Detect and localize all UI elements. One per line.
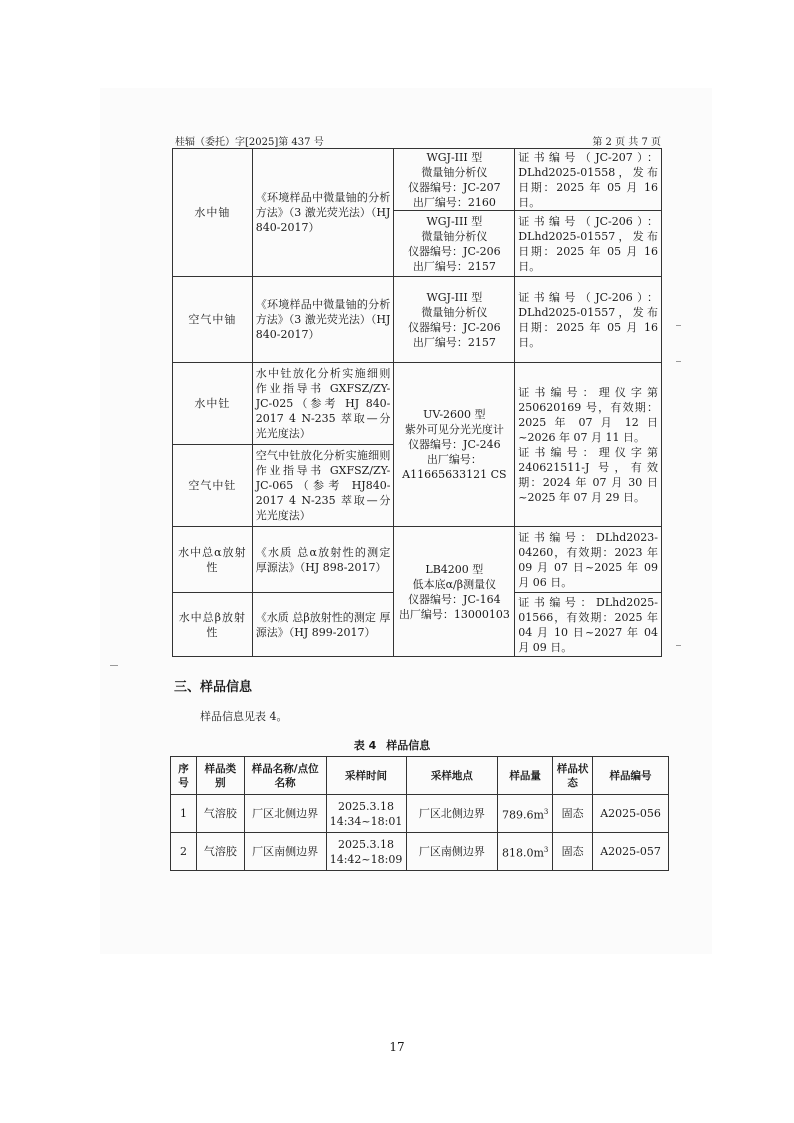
page-number: 17 (389, 1040, 405, 1054)
instrument-cell: WGJ-III 型 微量铀分析仪 仪器编号：JC-206 出厂编号：2157 (394, 211, 515, 277)
sample-amount-unit-exponent: 3 (543, 845, 549, 854)
table-row (173, 277, 662, 363)
instrument-cell: LB4200 型 低本底α/β测量仪 仪器编号：JC-164 出厂编号：13000103 (394, 527, 515, 657)
sample-no: 2 (171, 833, 197, 871)
method-cell: 《水质 总β放射性的测定 厚源法》（HJ 899-2017） (252, 593, 394, 657)
certificate-cell: 证书编号：理仪字第 250620169 号，有效期：2025 年 07 月 12 日~2026 年 07 月 11 日。 证书编号：理仪字第 240621511-J 号，有效期：2024 年 07 月 30 日~2025 年 07 月 29 日。 (515, 363, 662, 527)
column-header: 序号 (171, 757, 197, 795)
table-row (173, 149, 662, 211)
method-cell: 《水质 总α放射性的测定 厚源法》（HJ 898-2017） (252, 527, 394, 593)
sample-amount-value: 818.0m (501, 846, 544, 860)
page-header (175, 133, 661, 148)
table-row (171, 795, 669, 833)
sample-table (170, 756, 669, 871)
sample-name: 厂区南侧边界 (244, 833, 326, 871)
instrument-cell: WGJ-III 型 微量铀分析仪 仪器编号：JC-207 出厂编号：2160 (394, 149, 515, 211)
sample-category: 气溶胶 (196, 795, 244, 833)
scan-artifact (676, 361, 681, 362)
item-cell: 水中总β放射性 (173, 593, 253, 657)
table-caption-title: 样品信息 (386, 739, 431, 752)
scan-artifact (676, 645, 681, 646)
certificate-cell: 证书编号：DLhd2025-01566，有效期：2025 年 04 月 10 日~2027 年 04 月 09 日。 (515, 593, 662, 657)
scan-artifact (110, 665, 118, 666)
table-row (173, 363, 662, 445)
column-header: 样品名称/点位名称 (244, 757, 326, 795)
instrument-cell: WGJ-III 型 微量铀分析仪 仪器编号：JC-206 出厂编号：2157 (394, 277, 515, 363)
sample-time: 2025.3.18 14:42~18:09 (326, 833, 406, 871)
sample-amount-value: 789.6m (501, 808, 544, 822)
column-header: 样品编号 (593, 757, 669, 795)
sample-state: 固态 (553, 795, 593, 833)
sample-location: 厂区南侧边界 (406, 833, 498, 871)
column-header: 样品量 (498, 757, 553, 795)
certificate-cell: 证书编号（JC-206）：DLhd2025-01557，发布日期：2025 年 05 月 16 日。 (515, 211, 662, 277)
section-title: 三、样品信息 (174, 680, 253, 695)
table-caption-number: 表 4 (353, 739, 377, 752)
item-cell: 水中总α放射性 (173, 527, 253, 593)
instrument-cell: UV-2600 型 紫外可见分光光度计 仪器编号：JC-246 出厂编号： A11665633121 CS (394, 363, 515, 527)
sample-state: 固态 (553, 833, 593, 871)
sample-amount (498, 795, 553, 833)
scan-artifact (676, 325, 681, 326)
certificate-cell: 证书编号（JC-207）：DLhd2025-01558，发布日期：2025 年 05 月 16 日。 (515, 149, 662, 211)
table-caption (0, 737, 794, 753)
column-header: 采样时间 (326, 757, 406, 795)
sample-code: A2025-057 (593, 833, 669, 871)
method-cell: 《环境样品中微量铀的分析方法》（3 激光荧光法）（HJ 840-2017） (252, 277, 394, 363)
certificate-cell: 证书编号（JC-206）：DLhd2025-01557，发布日期：2025 年 05 月 16 日。 (515, 277, 662, 363)
column-header: 采样地点 (406, 757, 498, 795)
table-row (171, 833, 669, 871)
item-cell: 水中钍 (173, 363, 253, 445)
section-intro: 样品信息见表 4。 (200, 710, 288, 723)
report-number: 桂辐（委托）字[2025]第 437 号 (175, 137, 324, 148)
method-cell: 水中钍放化分析实施细则 作业指导书 GXFSZ/ZY-JC-025（参考 HJ 840-2017 4 N-235 萃取—分光光度法） (252, 363, 394, 445)
sample-code: A2025-056 (593, 795, 669, 833)
sample-amount-unit-exponent: 3 (543, 807, 549, 816)
sample-name: 厂区北侧边界 (244, 795, 326, 833)
column-header: 样品类别 (196, 757, 244, 795)
table-header-row (171, 757, 669, 795)
column-header: 样品状态 (553, 757, 593, 795)
page-counter: 第 2 页 共 7 页 (592, 137, 661, 148)
item-cell: 空气中钍 (173, 445, 253, 527)
method-cell: 《环境样品中微量铀的分析方法》（3 激光荧光法）（HJ 840-2017） (252, 149, 394, 277)
method-cell: 空气中钍放化分析实施细则 作业指导书 GXFSZ/ZY-JC-065（参考 HJ840-2017 4 N-235 萃取—分光光度法） (252, 445, 394, 527)
instrument-table (172, 148, 662, 657)
sample-location: 厂区北侧边界 (406, 795, 498, 833)
item-cell: 水中铀 (173, 149, 253, 277)
certificate-cell: 证书编号：DLhd2023-04260，有效期：2023 年 09 月 07 日~2025 年 09 月 06 日。 (515, 527, 662, 593)
sample-no: 1 (171, 795, 197, 833)
sample-time: 2025.3.18 14:34~18:01 (326, 795, 406, 833)
sample-category: 气溶胶 (196, 833, 244, 871)
sample-amount (498, 833, 553, 871)
table-row (173, 527, 662, 593)
item-cell: 空气中铀 (173, 277, 253, 363)
